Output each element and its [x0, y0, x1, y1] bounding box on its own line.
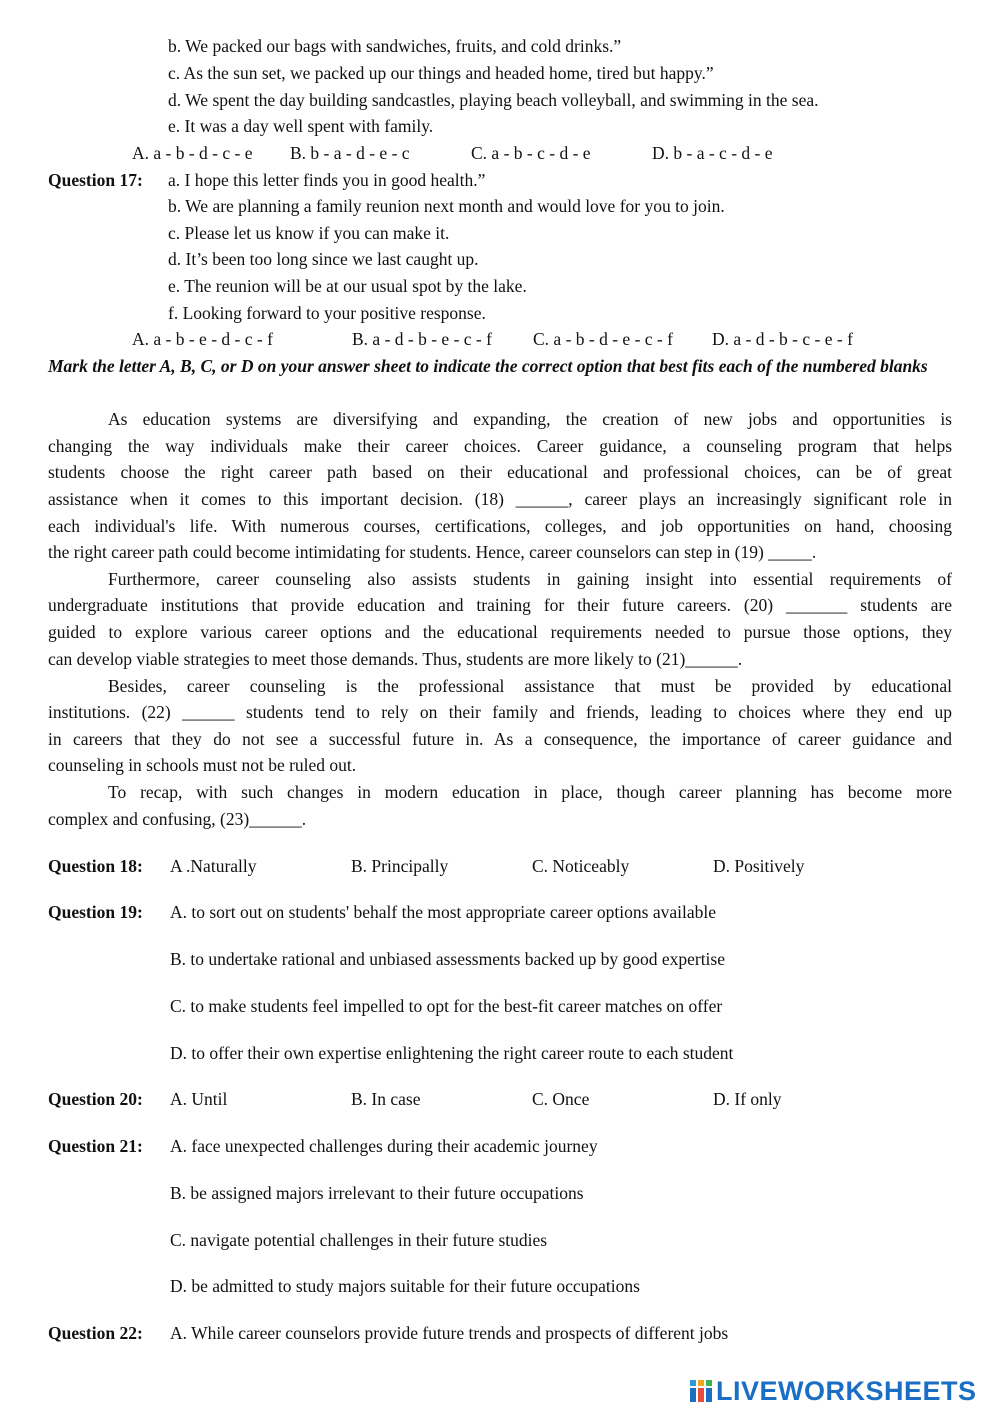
- q19-label: Question 19:: [48, 902, 143, 922]
- q17-label: Question 17:: [48, 170, 143, 190]
- q18-option-a[interactable]: A .Naturally: [170, 856, 257, 876]
- q20-option-d[interactable]: D. If only: [713, 1089, 782, 1109]
- q21-option-d[interactable]: D. be admitted to study majors suitable for their future occupations: [170, 1276, 640, 1296]
- passage-p4-line2: complex and confusing, (23)______.: [48, 809, 307, 829]
- q16-answer-a[interactable]: A. a - b - d - c - e: [132, 143, 253, 163]
- q16-answer-d[interactable]: D. b - a - c - d - e: [652, 143, 773, 163]
- q17-item-e: e. The reunion will be at our usual spot by the lake.: [168, 276, 527, 296]
- q20-option-c[interactable]: C. Once: [532, 1089, 590, 1109]
- q16-answer-b[interactable]: B. b - a - d - e - c: [290, 143, 410, 163]
- q22-label: Question 22:: [48, 1323, 143, 1343]
- passage-p2-line2: undergraduate institutions that provide education and training for their future careers. (20) _______ students are: [48, 595, 952, 615]
- q16-item-c: c. As the sun set, we packed up our things and headed home, tired but happy.”: [168, 63, 714, 83]
- passage-p1-line2: changing the way individuals make their career choices. Career guidance, a counseling program that helps: [48, 436, 952, 456]
- q17-item-f: f. Looking forward to your positive response.: [168, 303, 486, 323]
- passage-p1-line4: assistance when it comes to this important decision. (18) ______, career plays an increasingly significant role in: [48, 489, 952, 509]
- passage-p1-line5: each individual's life. With numerous courses, certifications, colleges, and job opportunities on hand, choosing: [48, 516, 952, 536]
- q17-item-b: b. We are planning a family reunion next month and would love for you to join.: [168, 196, 725, 216]
- q21-option-b[interactable]: B. be assigned majors irrelevant to their future occupations: [170, 1183, 584, 1203]
- logo-text: LIVEWORKSHEETS: [716, 1375, 977, 1406]
- q17-answer-c[interactable]: C. a - b - d - e - c - f: [533, 329, 673, 349]
- passage-p1-line6: the right career path could become intimidating for students. Hence, career counselors can step in (19) _____.: [48, 542, 817, 562]
- passage-p1-line1: As education systems are diversifying and expanding, the creation of new jobs and opportunities is: [108, 409, 952, 429]
- q18-option-d[interactable]: D. Positively: [713, 856, 805, 876]
- q20-label: Question 20:: [48, 1089, 143, 1109]
- q16-item-b: b. We packed our bags with sandwiches, fruits, and cold drinks.”: [168, 36, 622, 56]
- q20-option-a[interactable]: A. Until: [170, 1089, 228, 1109]
- q16-answer-c[interactable]: C. a - b - c - d - e: [471, 143, 591, 163]
- passage-p4-line1: To recap, with such changes in modern education in place, though career planning has become more: [108, 782, 952, 802]
- q17-item-c: c. Please let us know if you can make it.: [168, 223, 450, 243]
- q19-option-b[interactable]: B. to undertake rational and unbiased assessments backed up by good expertise: [170, 949, 725, 969]
- passage-p2-line1: Furthermore, career counseling also assists students in gaining insight into essential requirements of: [108, 569, 952, 589]
- passage-p1-line3: students choose the right career path based on their educational and professional choices, can be of great: [48, 462, 952, 482]
- passage-p3-line1: Besides, career counseling is the professional assistance that must be provided by educational: [108, 676, 952, 696]
- q17-answer-b[interactable]: B. a - d - b - e - c - f: [352, 329, 492, 349]
- section-instruction: Mark the letter A, B, C, or D on your answer sheet to indicate the correct option that best fits each of the numbered blanks: [48, 356, 928, 376]
- logo-mark-icon: [690, 1378, 712, 1404]
- q20-option-b[interactable]: B. In case: [351, 1089, 421, 1109]
- q17-answer-a[interactable]: A. a - b - e - d - c - f: [132, 329, 273, 349]
- q21-option-a[interactable]: A. face unexpected challenges during their academic journey: [170, 1136, 598, 1156]
- q18-label: Question 18:: [48, 856, 143, 876]
- q16-item-d: d. We spent the day building sandcastles, playing beach volleyball, and swimming in the sea.: [168, 90, 819, 110]
- liveworksheets-logo: [690, 1374, 977, 1408]
- q21-option-c[interactable]: C. navigate potential challenges in their future studies: [170, 1230, 548, 1250]
- q22-option-a[interactable]: A. While career counselors provide future trends and prospects of different jobs: [170, 1323, 729, 1343]
- q21-label: Question 21:: [48, 1136, 143, 1156]
- q19-option-d[interactable]: D. to offer their own expertise enlightening the right career route to each student: [170, 1043, 734, 1063]
- q17-item-d: d. It’s been too long since we last caught up.: [168, 249, 479, 269]
- q17-answer-d[interactable]: D. a - d - b - c - e - f: [712, 329, 853, 349]
- q19-option-c[interactable]: C. to make students feel impelled to opt for the best-fit career matches on offer: [170, 996, 723, 1016]
- q16-item-e: e. It was a day well spent with family.: [168, 116, 434, 136]
- passage-p2-line3: guided to explore various career options and the educational requirements needed to pursue those options, they: [48, 622, 952, 642]
- passage-p3-line4: counseling in schools must not be ruled out.: [48, 755, 357, 775]
- passage-p3-line2: institutions. (22) ______ students tend to rely on their family and friends, leading to choices where they end up: [48, 702, 952, 722]
- q18-option-c[interactable]: C. Noticeably: [532, 856, 630, 876]
- passage-p3-line3: in careers that they do not see a successful future in. As a consequence, the importance of career guidance and: [48, 729, 952, 749]
- q19-option-a[interactable]: A. to sort out on students' behalf the most appropriate career options available: [170, 902, 716, 922]
- q18-option-b[interactable]: B. Principally: [351, 856, 449, 876]
- q17-item-a: a. I hope this letter finds you in good health.”: [168, 170, 486, 190]
- passage-p2-line4: can develop viable strategies to meet those demands. Thus, students are more likely to (21)______.: [48, 649, 743, 669]
